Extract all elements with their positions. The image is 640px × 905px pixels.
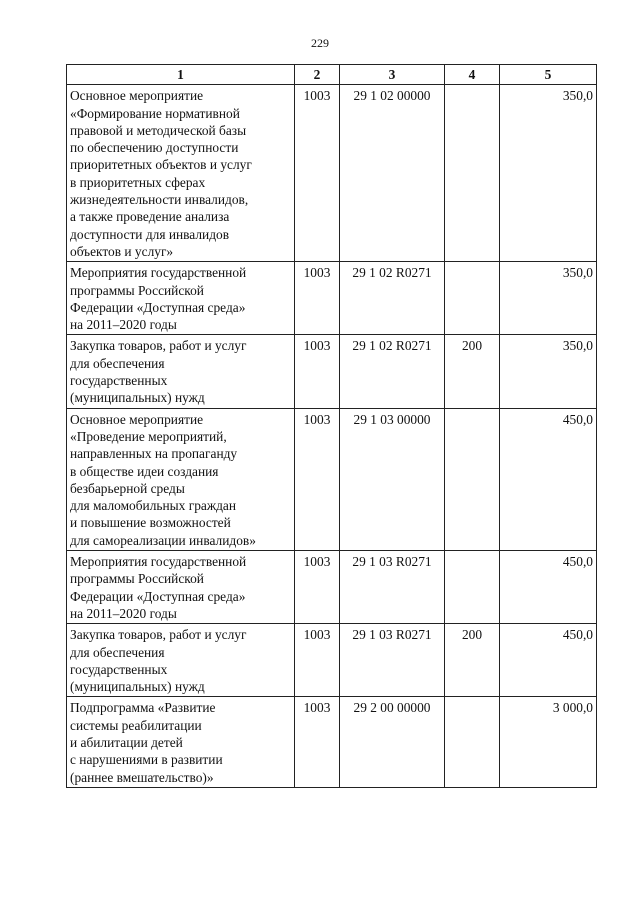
row-amount: 350,0 — [500, 85, 597, 262]
row-name: Мероприятия государственной программы Российской Федерации «Доступная среда» на 2011–2020 годы — [67, 551, 295, 624]
row-code: 29 1 02 00000 — [340, 85, 445, 262]
header-row — [67, 65, 597, 85]
row-name: Основное мероприятие «Проведение мероприятий, направленных на пропаганду в обществе идеи создания безбарьерной среды для маломобильных граждан и повышение возможностей для самореализации инвалидов» — [67, 408, 295, 550]
header-col-amount: 5 — [500, 65, 597, 85]
row-section: 1003 — [295, 262, 340, 335]
budget-table — [66, 64, 597, 788]
row-section: 1003 — [295, 408, 340, 550]
row-section: 1003 — [295, 697, 340, 787]
row-name: Закупка товаров, работ и услуг для обеспечения государственных (муниципальных) нужд — [67, 624, 295, 697]
row-name: Закупка товаров, работ и услуг для обеспечения государственных (муниципальных) нужд — [67, 335, 295, 408]
row-amount: 350,0 — [500, 262, 597, 335]
table-row — [67, 335, 597, 408]
row-name: Основное мероприятие «Формирование нормативной правовой и методической базы по обеспечению доступности приоритетных объектов и услуг в приоритетных сферах жизнедеятельности инвалидов, а также проведение анализа доступности для инвалидов объектов и услуг» — [67, 85, 295, 262]
table-row — [67, 408, 597, 550]
header-col-code: 3 — [340, 65, 445, 85]
header-col-type: 4 — [445, 65, 500, 85]
row-amount: 350,0 — [500, 335, 597, 408]
row-code: 29 1 03 00000 — [340, 408, 445, 550]
row-type — [445, 551, 500, 624]
row-type: 200 — [445, 335, 500, 408]
row-code: 29 1 02 R0271 — [340, 335, 445, 408]
row-code: 29 1 02 R0271 — [340, 262, 445, 335]
row-section: 1003 — [295, 624, 340, 697]
row-amount: 450,0 — [500, 551, 597, 624]
row-code: 29 1 03 R0271 — [340, 624, 445, 697]
page-number: 229 — [311, 36, 329, 50]
row-type: 200 — [445, 624, 500, 697]
row-section: 1003 — [295, 551, 340, 624]
table-row — [67, 262, 597, 335]
row-amount: 450,0 — [500, 624, 597, 697]
row-amount: 450,0 — [500, 408, 597, 550]
row-code: 29 2 00 00000 — [340, 697, 445, 787]
row-type — [445, 408, 500, 550]
row-type — [445, 697, 500, 787]
table-row — [67, 85, 597, 262]
table-row — [67, 624, 597, 697]
header-col-section: 2 — [295, 65, 340, 85]
header-col-name: 1 — [67, 65, 295, 85]
row-type — [445, 262, 500, 335]
row-section: 1003 — [295, 85, 340, 262]
row-name: Подпрограмма «Развитие системы реабилитации и абилитации детей с нарушениями в развитии (раннее вмешательство)» — [67, 697, 295, 787]
row-amount: 3 000,0 — [500, 697, 597, 787]
row-code: 29 1 03 R0271 — [340, 551, 445, 624]
row-type — [445, 85, 500, 262]
table-row — [67, 551, 597, 624]
row-name: Мероприятия государственной программы Российской Федерации «Доступная среда» на 2011–2020 годы — [67, 262, 295, 335]
row-section: 1003 — [295, 335, 340, 408]
table-row — [67, 697, 597, 787]
